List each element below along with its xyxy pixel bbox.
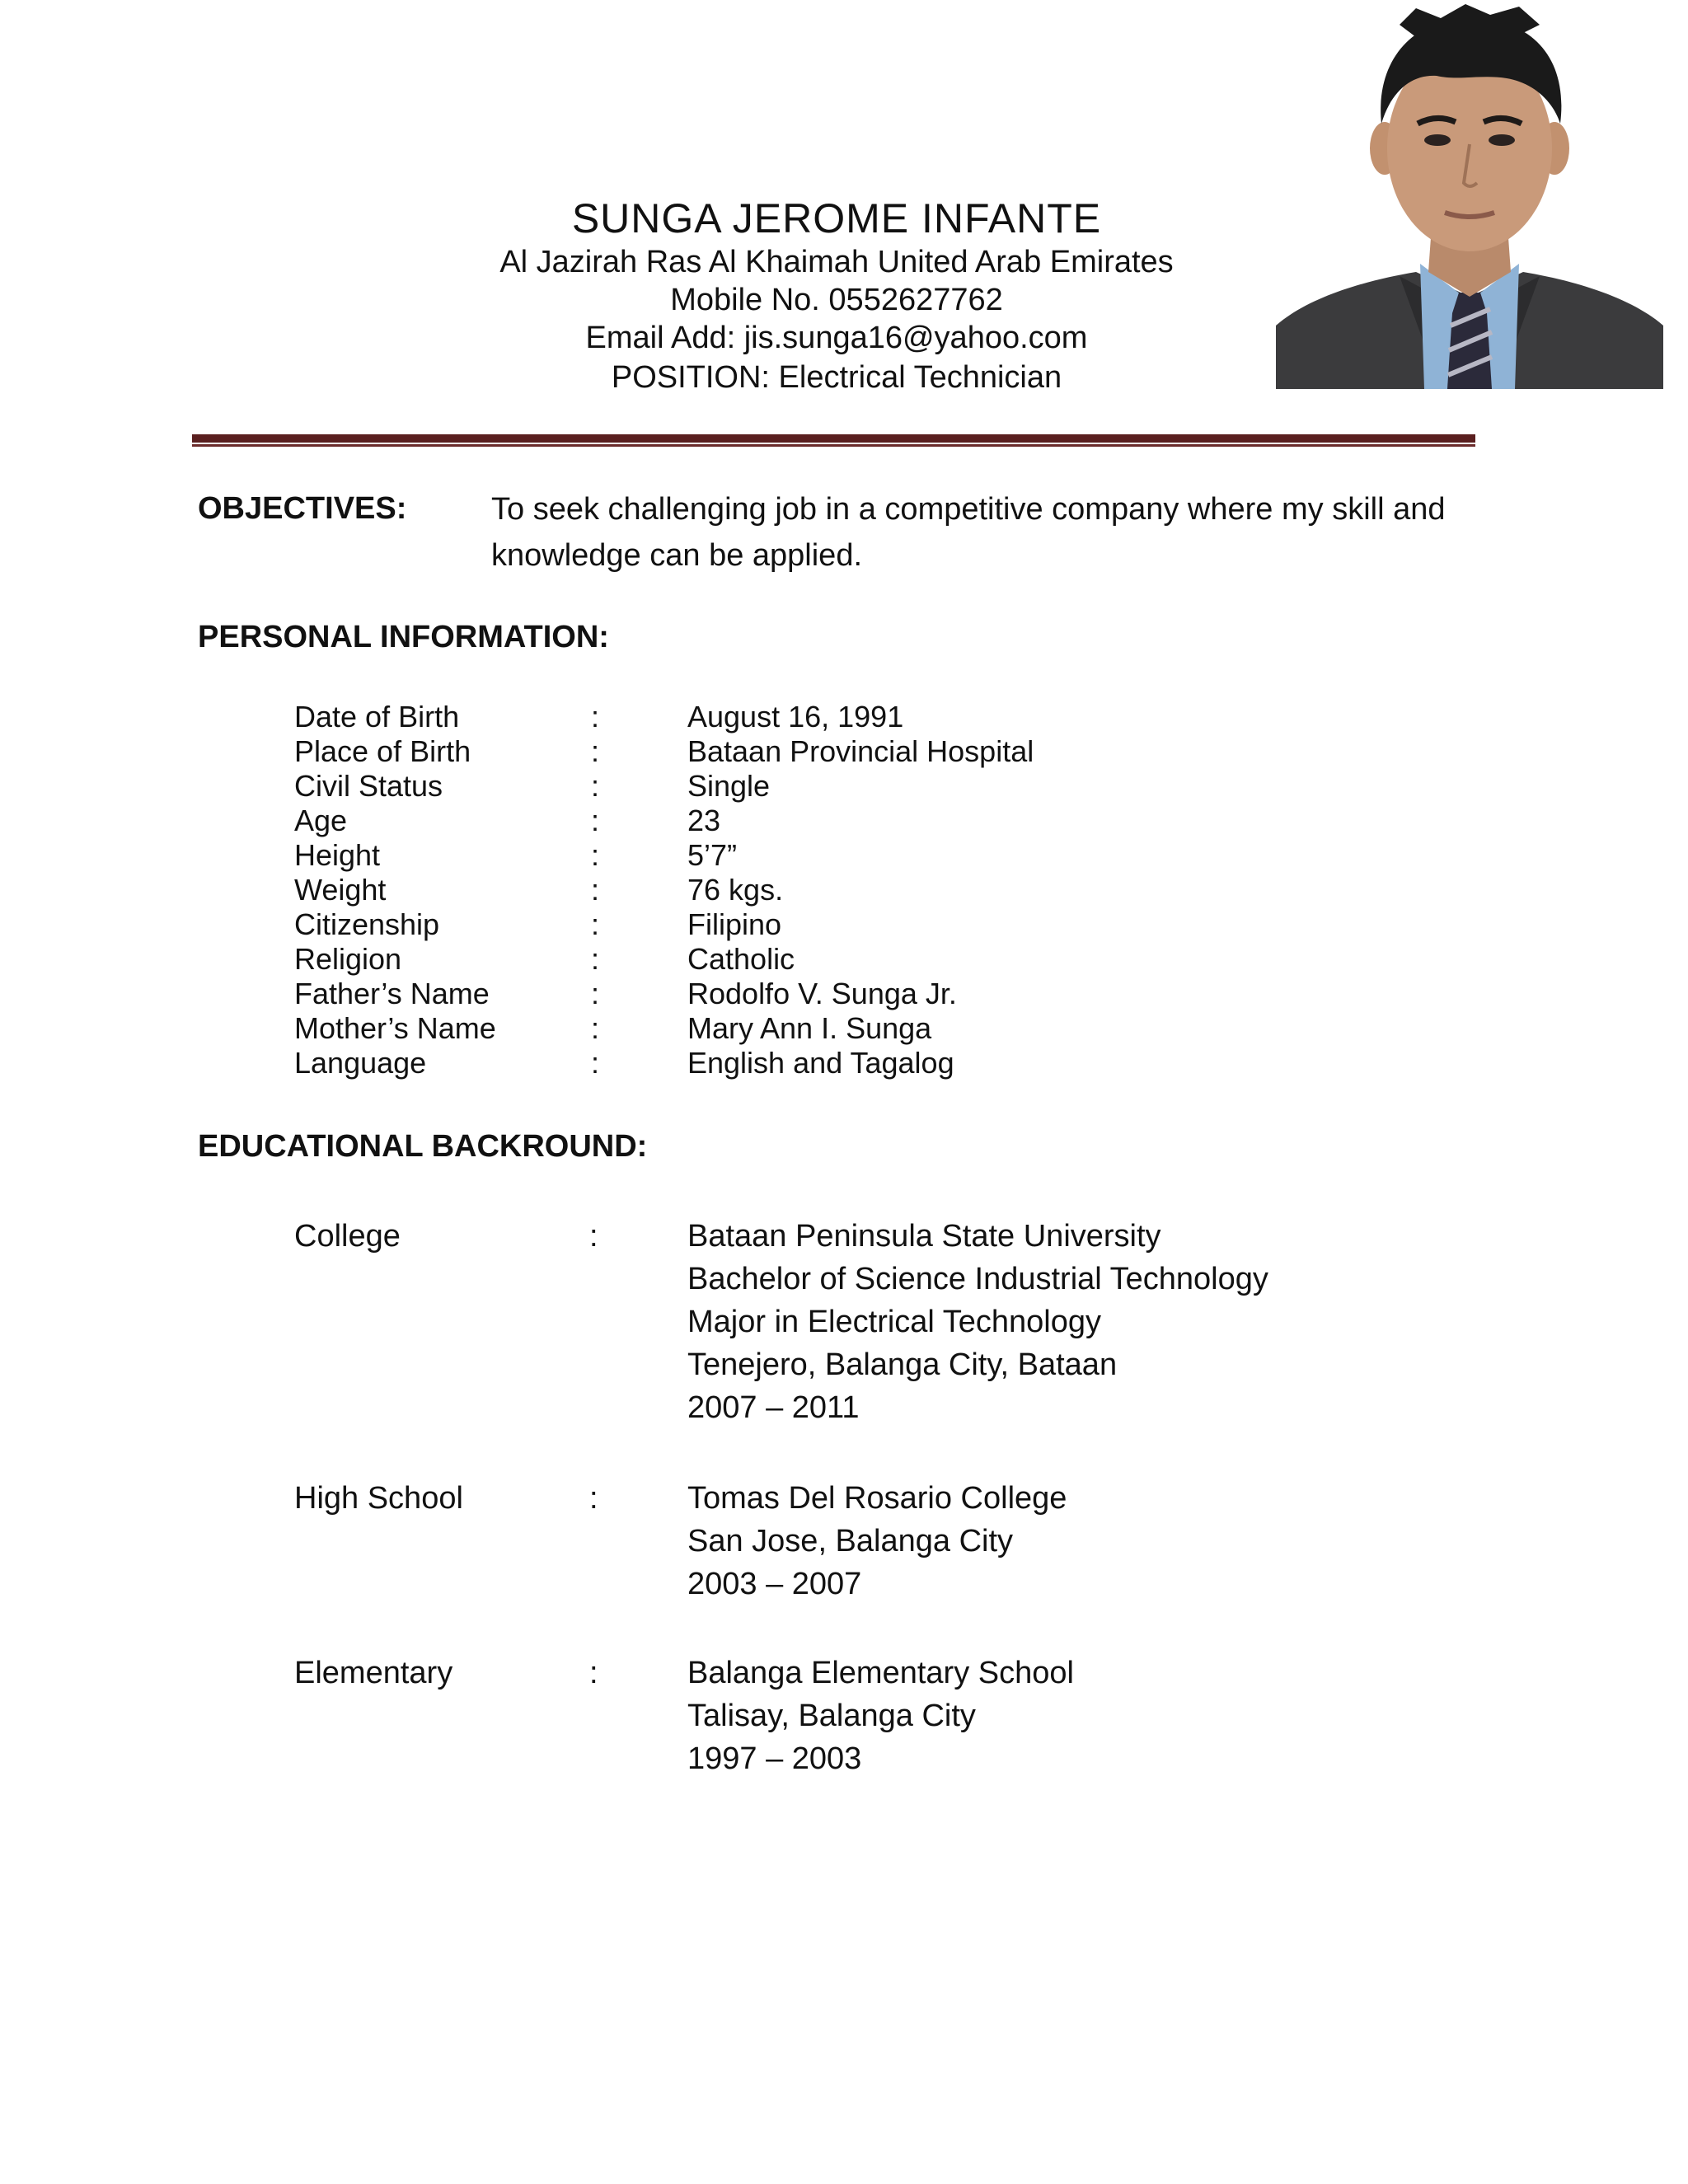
info-value: English and Tagalog [687, 1046, 954, 1080]
table-row [294, 769, 1347, 804]
education-level-label: College [294, 1219, 401, 1254]
table-row [294, 838, 1347, 873]
info-colon: : [591, 838, 600, 872]
info-value: Single [687, 769, 771, 803]
info-value: Bataan Provincial Hospital [687, 734, 1034, 768]
info-label: Place of Birth [294, 734, 471, 768]
table-row [294, 804, 1347, 838]
personal-information-table [294, 700, 1347, 1080]
education-line: Bataan Peninsula State University [687, 1219, 1161, 1254]
info-label: Language [294, 1046, 427, 1080]
objectives-heading: OBJECTIVES: [198, 491, 407, 526]
education-line: Balanga Elementary School [687, 1656, 1074, 1690]
portrait-photo-icon [1276, 0, 1663, 389]
address-line: Al Jazirah Ras Al Khaimah United Arab Emirates [499, 245, 1174, 279]
table-row [294, 1046, 1347, 1080]
info-value: 76 kgs. [687, 873, 784, 907]
info-colon: : [591, 804, 600, 837]
applicant-photo [1276, 0, 1663, 389]
info-colon: : [591, 700, 600, 733]
education-colon: : [589, 1219, 598, 1254]
info-colon: : [591, 734, 600, 768]
info-value: Catholic [687, 942, 795, 976]
info-label: Weight [294, 873, 387, 907]
education-details [687, 1652, 1512, 1780]
resume-header [412, 194, 1261, 396]
education-line: 2003 – 2007 [687, 1567, 862, 1601]
applicant-name: SUNGA JEROME INFANTE [571, 195, 1102, 241]
objectives-text: To seek challenging job in a competitive company where my skill and knowledge can be applied. [491, 492, 1446, 573]
header-divider [192, 434, 1475, 448]
info-colon: : [591, 907, 600, 941]
info-label: Date of Birth [294, 700, 460, 733]
education-level-label: High School [294, 1481, 463, 1516]
info-colon: : [591, 873, 600, 907]
education-line: 2007 – 2011 [687, 1390, 860, 1425]
education-line: 1997 – 2003 [687, 1741, 862, 1776]
table-row [294, 907, 1347, 942]
table-row [294, 700, 1347, 734]
education-level-label: Elementary [294, 1656, 453, 1690]
education-line: Bachelor of Science Industrial Technology [687, 1262, 1268, 1296]
education-line: Major in Electrical Technology [687, 1305, 1101, 1339]
mobile-line: Mobile No. 0552627762 [670, 283, 1003, 317]
info-label: Age [294, 804, 348, 837]
education-line: Tenejero, Balanga City, Bataan [687, 1347, 1118, 1382]
education-heading: EDUCATIONAL BACKROUND: [198, 1129, 648, 1164]
info-colon: : [591, 1011, 600, 1045]
info-value: 23 [687, 804, 721, 837]
info-label: Religion [294, 942, 402, 976]
info-value: August 16, 1991 [687, 700, 904, 733]
education-line: Talisay, Balanga City [687, 1699, 976, 1733]
info-label: Father’s Name [294, 977, 490, 1010]
info-colon: : [591, 942, 600, 976]
education-details [687, 1477, 1512, 1605]
position-line: POSITION: Electrical Technician [611, 360, 1062, 395]
info-value: Filipino [687, 907, 782, 941]
email-line: Email Add: jis.sunga16@yahoo.com [585, 321, 1088, 355]
table-row [294, 977, 1347, 1011]
info-colon: : [591, 977, 600, 1010]
info-label: Civil Status [294, 769, 443, 803]
info-value: Mary Ann I. Sunga [687, 1011, 932, 1045]
table-row [294, 873, 1347, 907]
table-row [294, 942, 1347, 977]
info-label: Citizenship [294, 907, 440, 941]
education-details [687, 1215, 1512, 1429]
education-colon: : [589, 1481, 598, 1516]
info-colon: : [591, 769, 600, 803]
info-value: 5’7” [687, 838, 738, 872]
divider-thin-line [192, 444, 1475, 447]
education-line: Tomas Del Rosario College [687, 1481, 1067, 1516]
info-colon: : [591, 1046, 600, 1080]
table-row [294, 734, 1347, 769]
personal-information-heading: PERSONAL INFORMATION: [198, 620, 609, 654]
education-colon: : [589, 1656, 598, 1690]
info-value: Rodolfo V. Sunga Jr. [687, 977, 957, 1010]
info-label: Mother’s Name [294, 1011, 496, 1045]
table-row [294, 1011, 1347, 1046]
education-line: San Jose, Balanga City [687, 1524, 1014, 1558]
info-label: Height [294, 838, 381, 872]
divider-thick-line [192, 434, 1475, 443]
